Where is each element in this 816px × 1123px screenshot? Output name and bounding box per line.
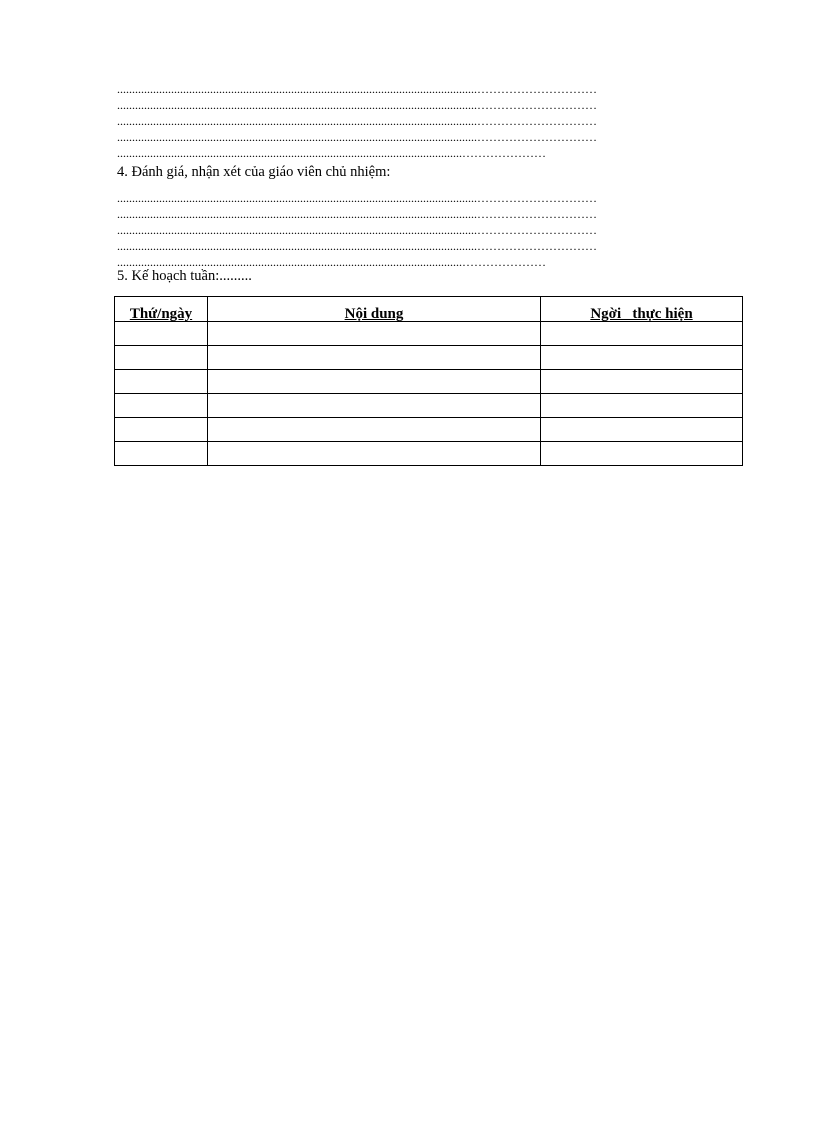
- table-header-row: [115, 297, 743, 322]
- dotted-answer-line: ........................................................................................................................…………………………: [117, 191, 597, 205]
- weekly-plan-table: [114, 296, 743, 466]
- column-header-content: Nội dung: [208, 297, 541, 322]
- table-cell[interactable]: [115, 370, 208, 394]
- table-row: [115, 370, 743, 394]
- dotted-answer-line: ........................................................................................................................…………………………: [117, 223, 597, 237]
- table-cell[interactable]: [208, 346, 541, 370]
- dotted-answer-line: ........................................................................................................................…………………………: [117, 114, 597, 128]
- table-row: [115, 322, 743, 346]
- dotted-answer-line: ...................................................................................................................…………………: [117, 255, 546, 269]
- table-cell[interactable]: [115, 418, 208, 442]
- table-row: [115, 442, 743, 466]
- table-cell[interactable]: [541, 442, 743, 466]
- table-cell[interactable]: [541, 370, 743, 394]
- column-header-person: Ngời thực hiện: [541, 297, 743, 322]
- table-cell[interactable]: [115, 346, 208, 370]
- table-cell[interactable]: [208, 442, 541, 466]
- table-cell[interactable]: [115, 322, 208, 346]
- column-header-day: Thứ/ngày: [115, 297, 208, 322]
- table-cell[interactable]: [208, 322, 541, 346]
- dotted-answer-line: ...................................................................................................................…………………: [117, 146, 546, 160]
- table-cell[interactable]: [208, 370, 541, 394]
- table-cell[interactable]: [541, 346, 743, 370]
- table-cell[interactable]: [115, 394, 208, 418]
- section-4-heading: 4. Đánh giá, nhận xét của giáo viên chủ nhiệm:: [117, 164, 391, 180]
- dotted-answer-line: ........................................................................................................................…………………………: [117, 98, 597, 112]
- dotted-answer-line: ........................................................................................................................…………………………: [117, 207, 597, 221]
- table-row: [115, 394, 743, 418]
- dotted-answer-line: ........................................................................................................................…………………………: [117, 82, 597, 96]
- table-cell[interactable]: [208, 418, 541, 442]
- table-cell[interactable]: [115, 442, 208, 466]
- table-row: [115, 418, 743, 442]
- table-cell[interactable]: [541, 322, 743, 346]
- table-row: [115, 346, 743, 370]
- dotted-answer-line: ........................................................................................................................…………………………: [117, 239, 597, 253]
- dotted-answer-line: ........................................................................................................................…………………………: [117, 130, 597, 144]
- table-cell[interactable]: [541, 418, 743, 442]
- table-cell[interactable]: [208, 394, 541, 418]
- section-5-heading: 5. Kế hoạch tuần:.........: [117, 268, 252, 284]
- table-cell[interactable]: [541, 394, 743, 418]
